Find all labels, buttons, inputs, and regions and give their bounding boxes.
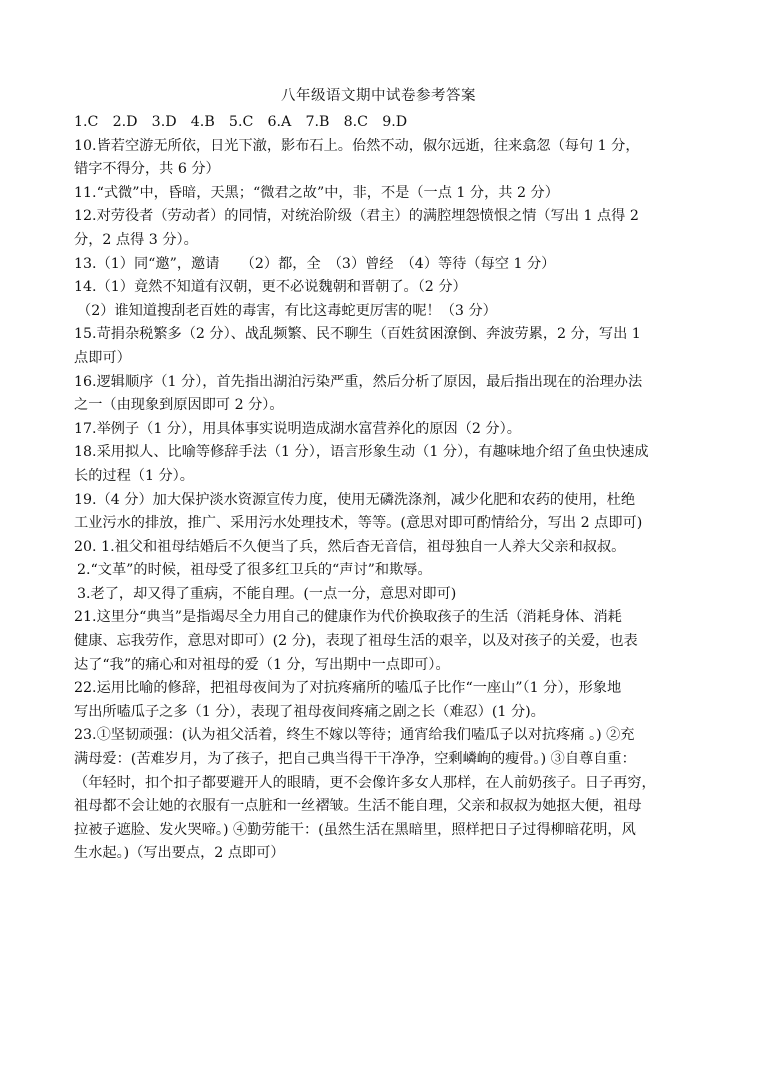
answer-line-15b: 点即可） (74, 349, 131, 366)
answer-line-16b: 之一（由现象到原因即可 2 分）。 (74, 397, 284, 414)
answer-line-20-2: 2.“文革”的时候，祖母受了很多红卫兵的“声讨”和欺辱。 (77, 562, 432, 579)
answer-line-23b: 满母爱：(苦难岁月，为了孩子，把自己典当得干干净净，空剩嶙峋的瘦骨。) ③自尊自重： (74, 751, 636, 768)
answer-line-14a: 14.（1）竟然不知道有汉朝，更不必说魏朝和晋朝了。（2 分） (74, 279, 467, 296)
answer-line-19a: 19.（4 分）加大保护淡水资源宣传力度，使用无磷洗涤剂，减少化肥和农药的使用，杜绝 (74, 491, 636, 508)
answer-line-20-3: 3.老了，却又得了重病，不能自理。(一点一分，意思对即可) (77, 585, 457, 602)
answer-line-12a: 12.对劳役者（劳动者）的同情，对统治阶级（君主）的满腔埋怨愤恨之情（写出 1 点得 2 (74, 208, 639, 225)
answer-line-21b: 健康、忘我劳作，意思对即可）(2 分)，表现了祖母生活的艰辛，以及对孩子的关爱，也表 (74, 633, 638, 650)
answer-line-10b: 错字不得分，共 6 分） (74, 161, 220, 178)
answer-line-10a: 10.皆若空游无所依，日光下澈，影布石上。佁然不动，俶尔远逝，往来翕忽（每句 1 分， (74, 137, 640, 154)
answer-line-19b: 工业污水的排放，推广、采用污水处理技术，等等。(意思对即可酌情给分，写出 2 点即可) (74, 515, 643, 532)
answer-line-17: 17.举例子（1 分），用具体事实说明造成湖水富营养化的原因（2 分）。 (74, 420, 521, 437)
answer-line-20-1: 20. 1.祖父和祖母结婚后不久便当了兵，然后杳无音信，祖母独自一人养大父亲和叔叔。 (74, 538, 626, 555)
answer-line-23c: （年轻时，扣个扣子都要避开人的眼睛，更不会像许多女人那样，在人前奶孩子。日子再穷， (74, 774, 656, 791)
answer-line-23e: 拉被子遮脸、发火哭啼。) ④勤劳能干：(虽然生活在黑暗里，照样把日子过得柳暗花明，风 (74, 821, 636, 838)
answer-line-18b: 长的过程（1 分）。 (74, 467, 194, 484)
answer-line-21a: 21.这里分“典当”是指竭尽全力用自己的健康作为代价换取孩子的生活（消耗身体、消耗 (74, 609, 622, 626)
answer-line-1-9: 1.C 2.D 3.D 4.B 5.C 6.A 7.B 8.C 9.D (74, 114, 408, 130)
answer-line-12b: 分，2 点得 3 分）。 (74, 231, 198, 248)
answer-line-23d: 祖母都不会让她的衣服有一点脏和一丝褶皱。生活不能自理，父亲和叔叔为她抠大便，祖母 (74, 798, 642, 815)
answer-line-22b: 写出所嗑瓜子之多（1 分），表现了祖母夜间疼痛之剧之长（难忍）(1 分)。 (74, 703, 545, 720)
answer-line-16a: 16.逻辑顺序（1 分），首先指出湖泊污染严重，然后分析了原因，最后指出现在的治理办法 (74, 373, 643, 390)
answer-line-13: 13.（1）同“邀”，邀请 （2）都，全 （3）曾经 （4）等待（每空 1 分） (74, 255, 556, 272)
answer-line-21c: 达了“我”的痛心和对祖母的爱（1 分，写出期中一点即可）。 (74, 656, 450, 673)
answer-line-15a: 15.苛捐杂税繁多（2 分）、战乱频繁、民不聊生（百姓贫困潦倒、奔波劳累，2 分，写出 1 (74, 326, 641, 343)
answer-line-23f: 生水起。)（写出要点，2 点即可） (74, 845, 285, 862)
answer-content (74, 111, 692, 866)
answer-line-22a: 22.运用比喻的修辞，把祖母夜间为了对抗疼痛所的嗑瓜子比作“一座山”（1 分），形象地 (74, 680, 622, 697)
answer-line-11: 11.“式微”中，昏暗，天黑；“微君之故”中，非，不是（一点 1 分，共 2 分） (74, 184, 559, 201)
document-title: 八年级语文期中试卷参考答案 (281, 88, 476, 104)
answer-line-18a: 18.采用拟人、比喻等修辞手法（1 分），语言形象生动（1 分），有趣味地介绍了鱼虫快速成 (74, 444, 649, 461)
answer-line-23a: 23.①坚韧顽强：(认为祖父活着，终生不嫁以等待；通宵给我们嗑瓜子以对抗疼痛 。) ②充 (74, 727, 635, 744)
answer-line-14b: （2）谁知道搜刮老百姓的毒害，有比这毒蛇更厉害的呢！（3 分） (77, 302, 497, 319)
